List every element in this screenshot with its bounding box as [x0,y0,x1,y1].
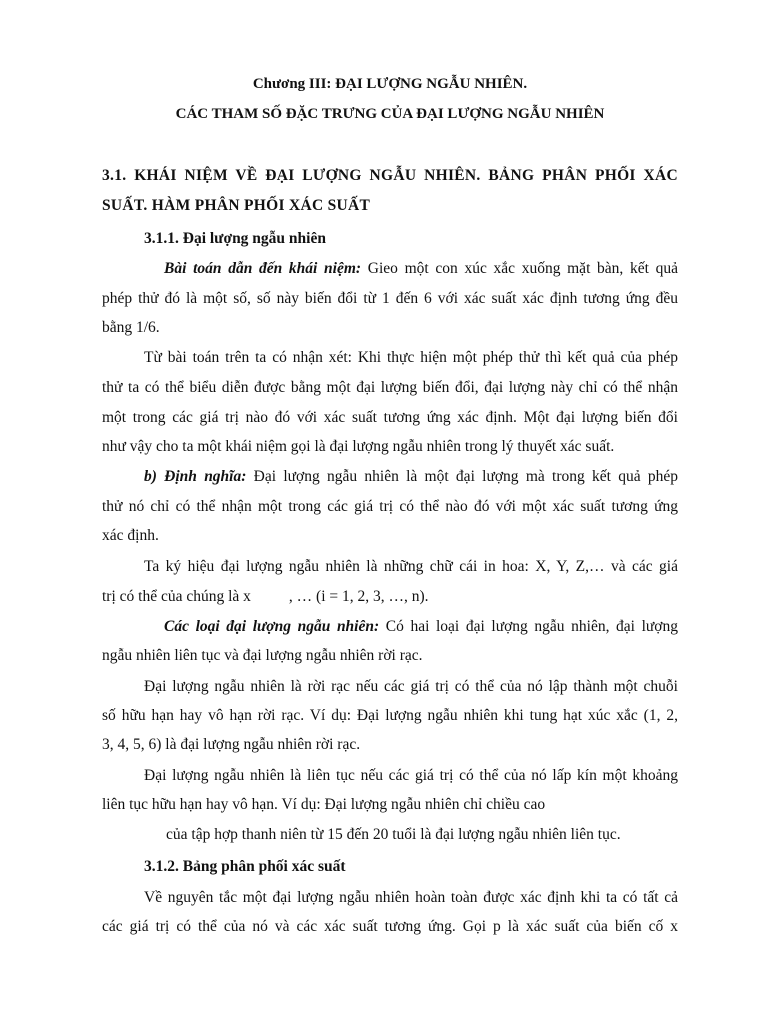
paragraph-types-line2: ngẫu nhiên liên tục và đại lượng ngẫu nhiên rời rạc. [102,647,423,664]
paragraph-discrete-line1: Đại lượng ngẫu nhiên là rời rạc nếu các giá trị có thể của nó lập thành một chuỗi [144,678,678,695]
types-label: Các loại đại lượng ngẫu nhiên: [164,618,380,635]
chapter-title-line2: CÁC THAM SỐ ĐẶC TRƯNG CỦA ĐẠI LƯỢNG NGẪU NHIÊN [175,106,605,122]
definition-text: Đại lượng ngẫu nhiên là một đại lượng mà trong kết quả phép [246,468,678,485]
paragraph-continuous-line1: Đại lượng ngẫu nhiên là liên tục nếu các giá trị có thể của nó lấp kín một khoảng [144,767,678,784]
paragraph-continuous-line3: của tập hợp thanh niên từ 15 đến 20 tuổi là đại lượng ngẫu nhiên liên tục. [166,826,621,843]
paragraph-intro-line1 [164,259,678,279]
paragraph-continuous-line2: liên tục hữu hạn hay vô hạn. Ví dụ: Đại lượng ngẫu nhiên chỉ chiều cao [102,796,546,813]
intro-text: Gieo một con xúc xắc xuống mặt bàn, kết quả [361,260,678,277]
paragraph-distribution-line2: các giá trị có thể của nó và các xác suất tương ứng. Gọi p là xác suất của biến cố x [102,918,678,935]
paragraph-remark-line3: một trong các giá trị nào đó với xác suất tương ứng xác định. Một đại lượng biến đổi [102,409,678,426]
paragraph-definition-line2: thử nó chỉ có thể nhận một trong các giá trị có thể nào đó với một xác suất tương ứng [102,498,678,515]
paragraph-remark-line4: như vậy cho ta một khái niệm gọi là đại lượng ngẫu nhiên trong lý thuyết xác suất. [102,438,615,455]
paragraph-definition-line1 [144,467,678,487]
subsection-heading-3-1-1: 3.1.1. Đại lượng ngẫu nhiên [144,230,326,247]
paragraph-discrete-line3: 3, 4, 5, 6) là đại lượng ngẫu nhiên rời rạc. [102,736,361,753]
intro-label: Bài toán dẫn đến khái niệm: [164,260,362,277]
section-heading-line2: SUẤT. HÀM PHÂN PHỐI XÁC SUẤT [102,197,371,214]
notation-index-text: , … (i = 1, 2, 3, …, n). [288,588,429,605]
paragraph-definition-line3: xác định. [102,527,159,544]
paragraph-discrete-line2: số hữu hạn hay vô hạn rời rạc. Ví dụ: Đại lượng ngẫu nhiên khi tung hạt xúc xắc (1, 2, [102,707,678,724]
types-text: Có hai loại đại lượng ngẫu nhiên, đại lượng [379,618,678,635]
paragraph-intro-line3: bằng 1/6. [102,319,160,336]
paragraph-types-line1 [164,617,678,637]
definition-label: b) Định nghĩa: [144,468,247,485]
notation-values-text: trị có thể của chúng là x [102,588,251,605]
paragraph-notation-line2 [102,587,678,607]
paragraph-intro-line2: phép thử đó là một số, số này biến đổi từ 1 đến 6 với xác suất xác định tương ứng đều [102,290,678,307]
chapter-title-line1: Chương III: ĐẠI LƯỢNG NGẪU NHIÊN. [252,76,528,92]
paragraph-distribution-line1: Về nguyên tắc một đại lượng ngẫu nhiên hoàn toàn được xác định khi ta có tất cả [144,889,678,906]
subsection-heading-3-1-2: 3.1.2. Bảng phân phối xác suất [144,858,346,875]
paragraph-remark-line1: Từ bài toán trên ta có nhận xét: Khi thực hiện một phép thử thì kết quả của phép [144,349,678,366]
paragraph-remark-line2: thử ta có thể biểu diễn được bằng một đại lượng biến đổi, đại lượng này chỉ có thể nhận [102,379,678,396]
section-heading-line1: 3.1. KHÁI NIỆM VỀ ĐẠI LƯỢNG NGẪU NHIÊN. BẢNG PHÂN PHỐI XÁC [102,167,678,184]
document-page [102,0,678,1024]
paragraph-notation-line1: Ta ký hiệu đại lượng ngẫu nhiên là những chữ cái in hoa: X, Y, Z,… và các giá [144,558,678,575]
